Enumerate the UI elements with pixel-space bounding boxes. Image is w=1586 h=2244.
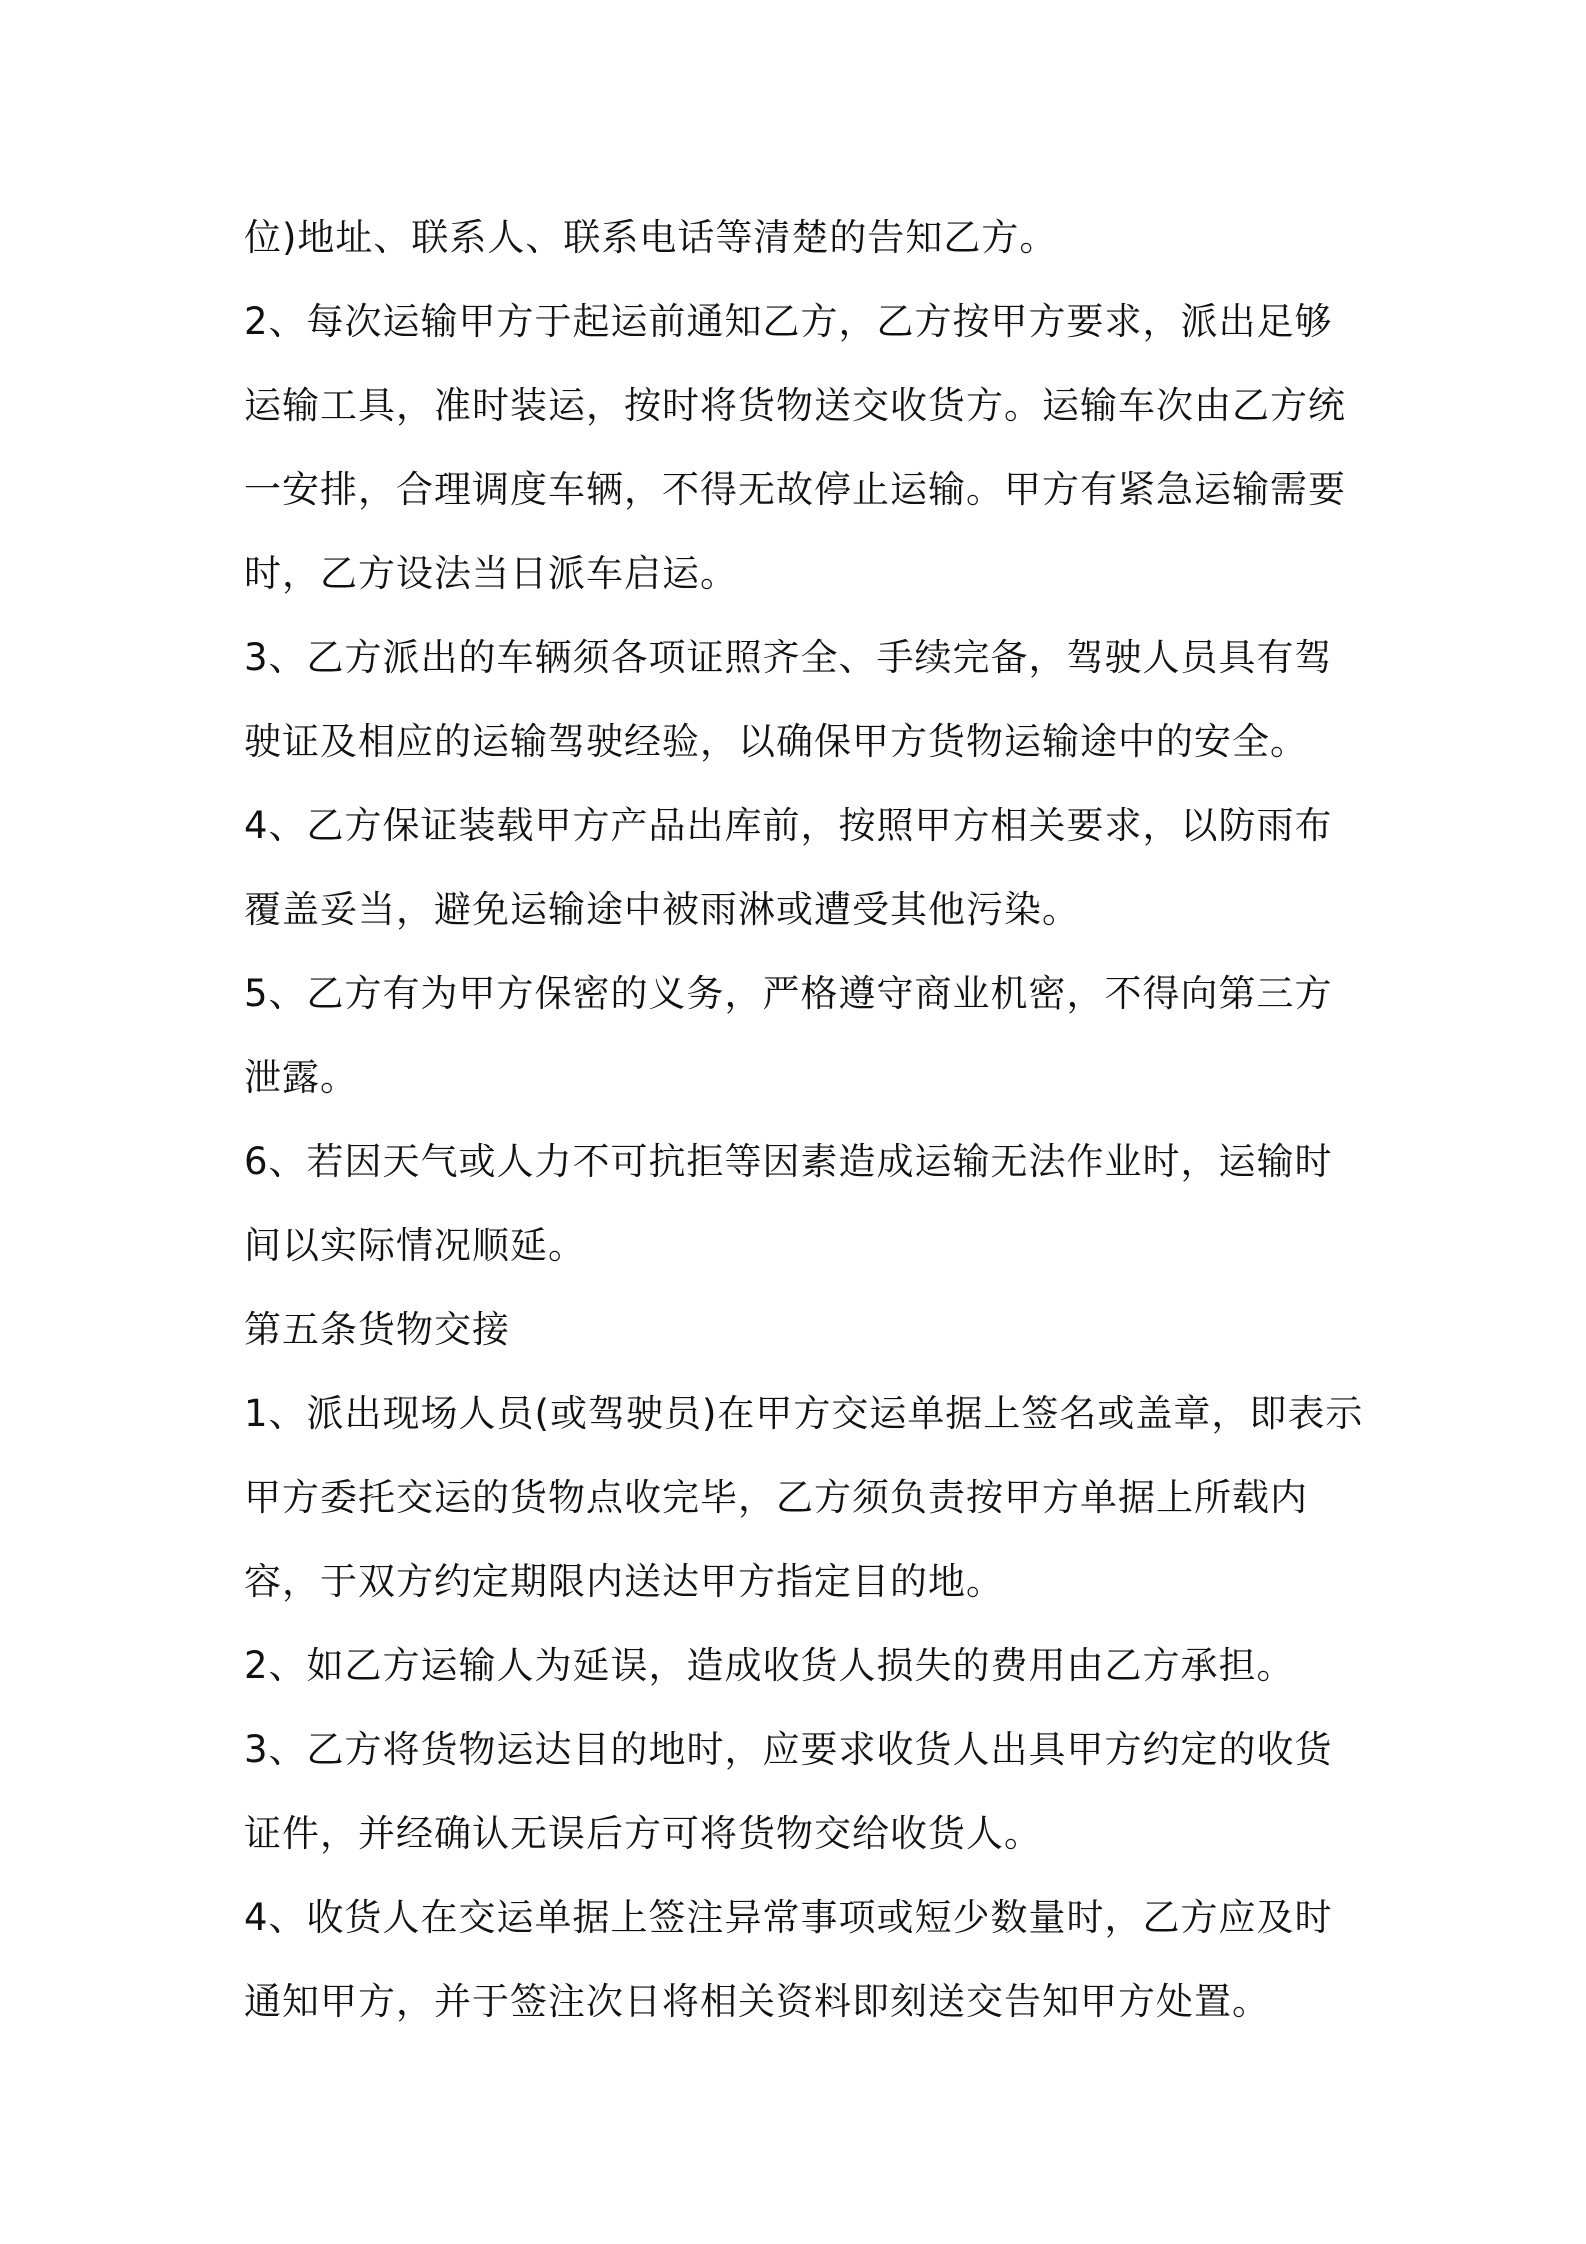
paragraph-item-3: 3、乙方派出的车辆须各项证照齐全、手续完备，驾驶人员具有驾驶证及相应的运输驾驶经验，以确保甲方货物运输途中的安全。 xyxy=(244,636,1333,763)
paragraph-item-2: 2、每次运输甲方于起运前通知乙方，乙方按甲方要求，派出足够运输工具，准时装运，按时将货物送交收货方。运输车次由乙方统一安排，合理调度车辆，不得无故停止运输。甲方有紧急运输需要时，乙方设法当日派车启运。 xyxy=(244,300,1346,595)
paragraph-handover-2: 2、如乙方运输人为延误，造成收货人损失的费用由乙方承担。 xyxy=(244,1644,1295,1687)
paragraph-item-4: 4、乙方保证装载甲方产品出库前，按照甲方相关要求，以防雨布覆盖妥当，避免运输途中被雨淋或遭受其他污染。 xyxy=(244,804,1333,931)
document-body xyxy=(244,196,1364,2044)
paragraph-item-5: 5、乙方有为甲方保密的义务，严格遵守商业机密，不得向第三方泄露。 xyxy=(244,972,1333,1099)
paragraph-handover-1: 1、派出现场人员(或驾驶员)在甲方交运单据上签名或盖章，即表示甲方委托交运的货物点收完毕，乙方须负责按甲方单据上所载内容，于双方约定期限内送达甲方指定目的地。 xyxy=(244,1392,1364,1603)
paragraph-handover-3: 3、乙方将货物运达目的地时，应要求收货人出具甲方约定的收货证件，并经确认无误后方可将货物交给收货人。 xyxy=(244,1728,1333,1855)
section-heading: 第五条货物交接 xyxy=(244,1308,510,1351)
paragraph-item-6: 6、若因天气或人力不可抗拒等因素造成运输无法作业时，运输时间以实际情况顺延。 xyxy=(244,1140,1333,1267)
paragraph-continuation: 位)地址、联系人、联系电话等清楚的告知乙方。 xyxy=(244,216,1058,259)
paragraph-handover-4: 4、收货人在交运单据上签注异常事项或短少数量时，乙方应及时通知甲方，并于签注次日将相关资料即刻送交告知甲方处置。 xyxy=(244,1896,1333,2023)
